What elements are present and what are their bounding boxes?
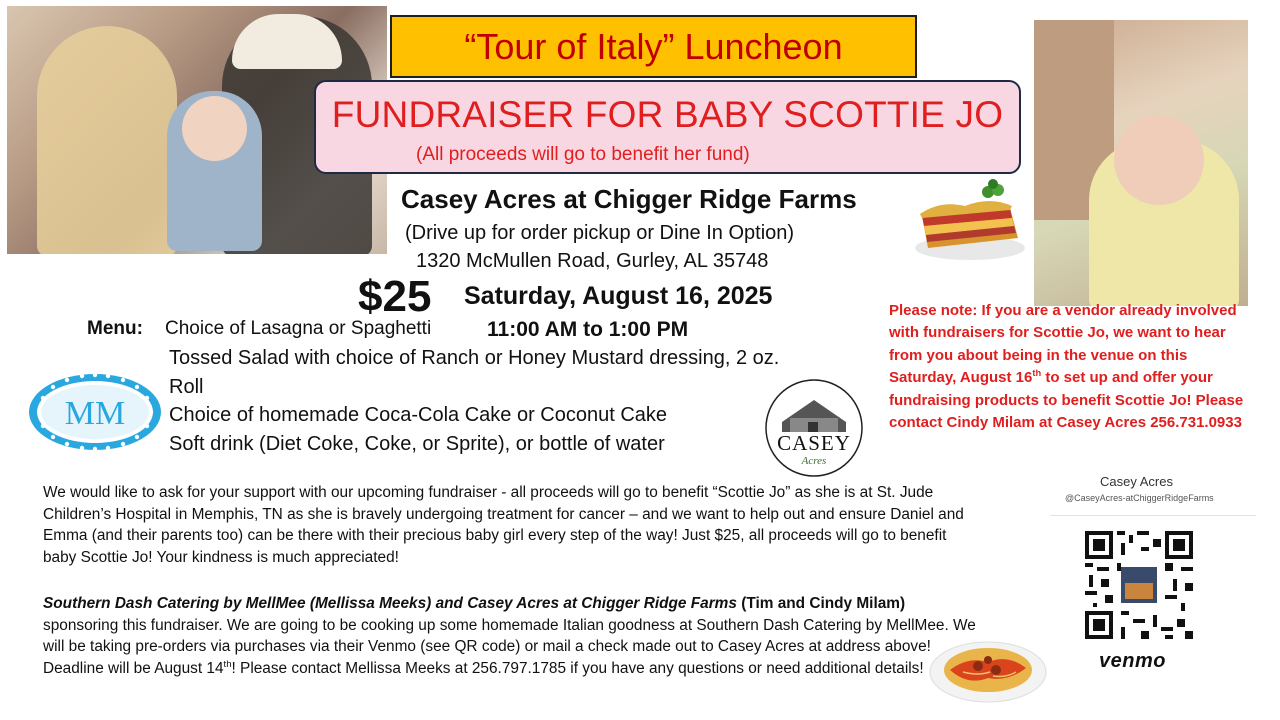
support-paragraph: We would like to ask for your support with our upcoming fundraiser - all proceeds will go to benefit “Scottie Jo” as she is at St. Jude Children’s Hospital in Memphis, TN as she is bravely undergoing treatment for cancer – and we want to help out and ensure Daniel and Emma (and their parents too) can be there with their precious baby girl every step of the way! Just $25, all proceeds will go to benefit baby Scottie Jo! Your kindness is much appreciated! (43, 484, 964, 566)
pickup-note: (Drive up for order pickup or Dine In Option) (405, 222, 795, 244)
venmo-account-name: Casey Acres (1100, 474, 1173, 489)
lasagna-icon (910, 178, 1030, 263)
fundraiser-subtitle: (All proceeds will go to benefit her fund) (416, 144, 750, 165)
menu-item: Choice of Lasagna or Spaghetti (165, 318, 432, 339)
sponsor-paragraph (43, 593, 983, 679)
vendor-note-text: Please note: If you are a vendor already involved with fundraisers for Scottie Jo, we want to hear from you about being in the venue on this Saturday, August 16 (889, 302, 1237, 387)
fundraiser-banner (314, 80, 1021, 174)
menu-label: Menu: (87, 318, 143, 339)
menu-item: Roll (169, 376, 204, 398)
event-address: 1320 McMullen Road, Gurley, AL 35748 (416, 250, 769, 272)
sponsor-text-end: ! Please contact Mellissa Meeks at 256.797.1785 if you have any questions or need additional details! (231, 659, 924, 677)
sponsor-text: sponsoring this fundraiser. We are going to be cooking up some homemade Italian goodness at Southern Dash Catering by MellMee. We will be taking pre-orders via purchases via their Venmo (see QR code) or mail a check made out to Casey Acres at address above! Deadline will be August 14 (43, 616, 976, 677)
vendor-note (889, 300, 1249, 434)
sponsor-sup: th (223, 658, 232, 670)
vendor-note-text-2: to set up and offer your fundraising products to benefit Scottie Jo! Please contact Cindy Milam at Casey Acres 256.731.0933 (889, 369, 1244, 432)
venmo-handle: @CaseyAcres-atChiggerRidgeFarms (1065, 493, 1214, 503)
baby-photo (1034, 20, 1248, 306)
casey-acres-logo (760, 378, 868, 478)
fundraiser-title: FUNDRAISER FOR BABY SCOTTIE JO (331, 94, 1004, 135)
event-date: Saturday, August 16, 2025 (464, 282, 773, 310)
event-time: 11:00 AM to 1:00 PM (487, 318, 689, 341)
venmo-qr-code[interactable] (1085, 531, 1193, 639)
menu-item: Choice of homemade Coca-Cola Cake or Coconut Cake (169, 404, 668, 426)
casey-logo-text: CASEY (777, 431, 851, 455)
menu-item: Soft drink (Diet Coke, Coke, or Sprite), or bottle of water (169, 433, 665, 455)
mellmee-logo-text: MM (64, 395, 126, 432)
spaghetti-icon (928, 632, 1053, 707)
sponsor-names: Southern Dash Catering by MellMee (Mellissa Meeks) and Casey Acres at Chigger Ridge Farms (43, 595, 737, 612)
venmo-brand: venmo (1099, 650, 1166, 672)
sponsor-owners: (Tim and Cindy Milam) (736, 595, 906, 612)
divider (1050, 515, 1256, 516)
ticket-price: $25 (358, 272, 432, 321)
venue-name: Casey Acres at Chigger Ridge Farms (401, 184, 857, 214)
event-title-banner (390, 15, 917, 78)
event-title: “Tour of Italy” Luncheon (464, 25, 843, 67)
vendor-note-sup: th (1032, 368, 1042, 379)
mellmee-logo (27, 372, 163, 452)
casey-logo-subtext: Acres (801, 455, 827, 467)
menu-item: Tossed Salad with choice of Ranch or Honey Mustard dressing, 2 oz. (169, 347, 780, 369)
